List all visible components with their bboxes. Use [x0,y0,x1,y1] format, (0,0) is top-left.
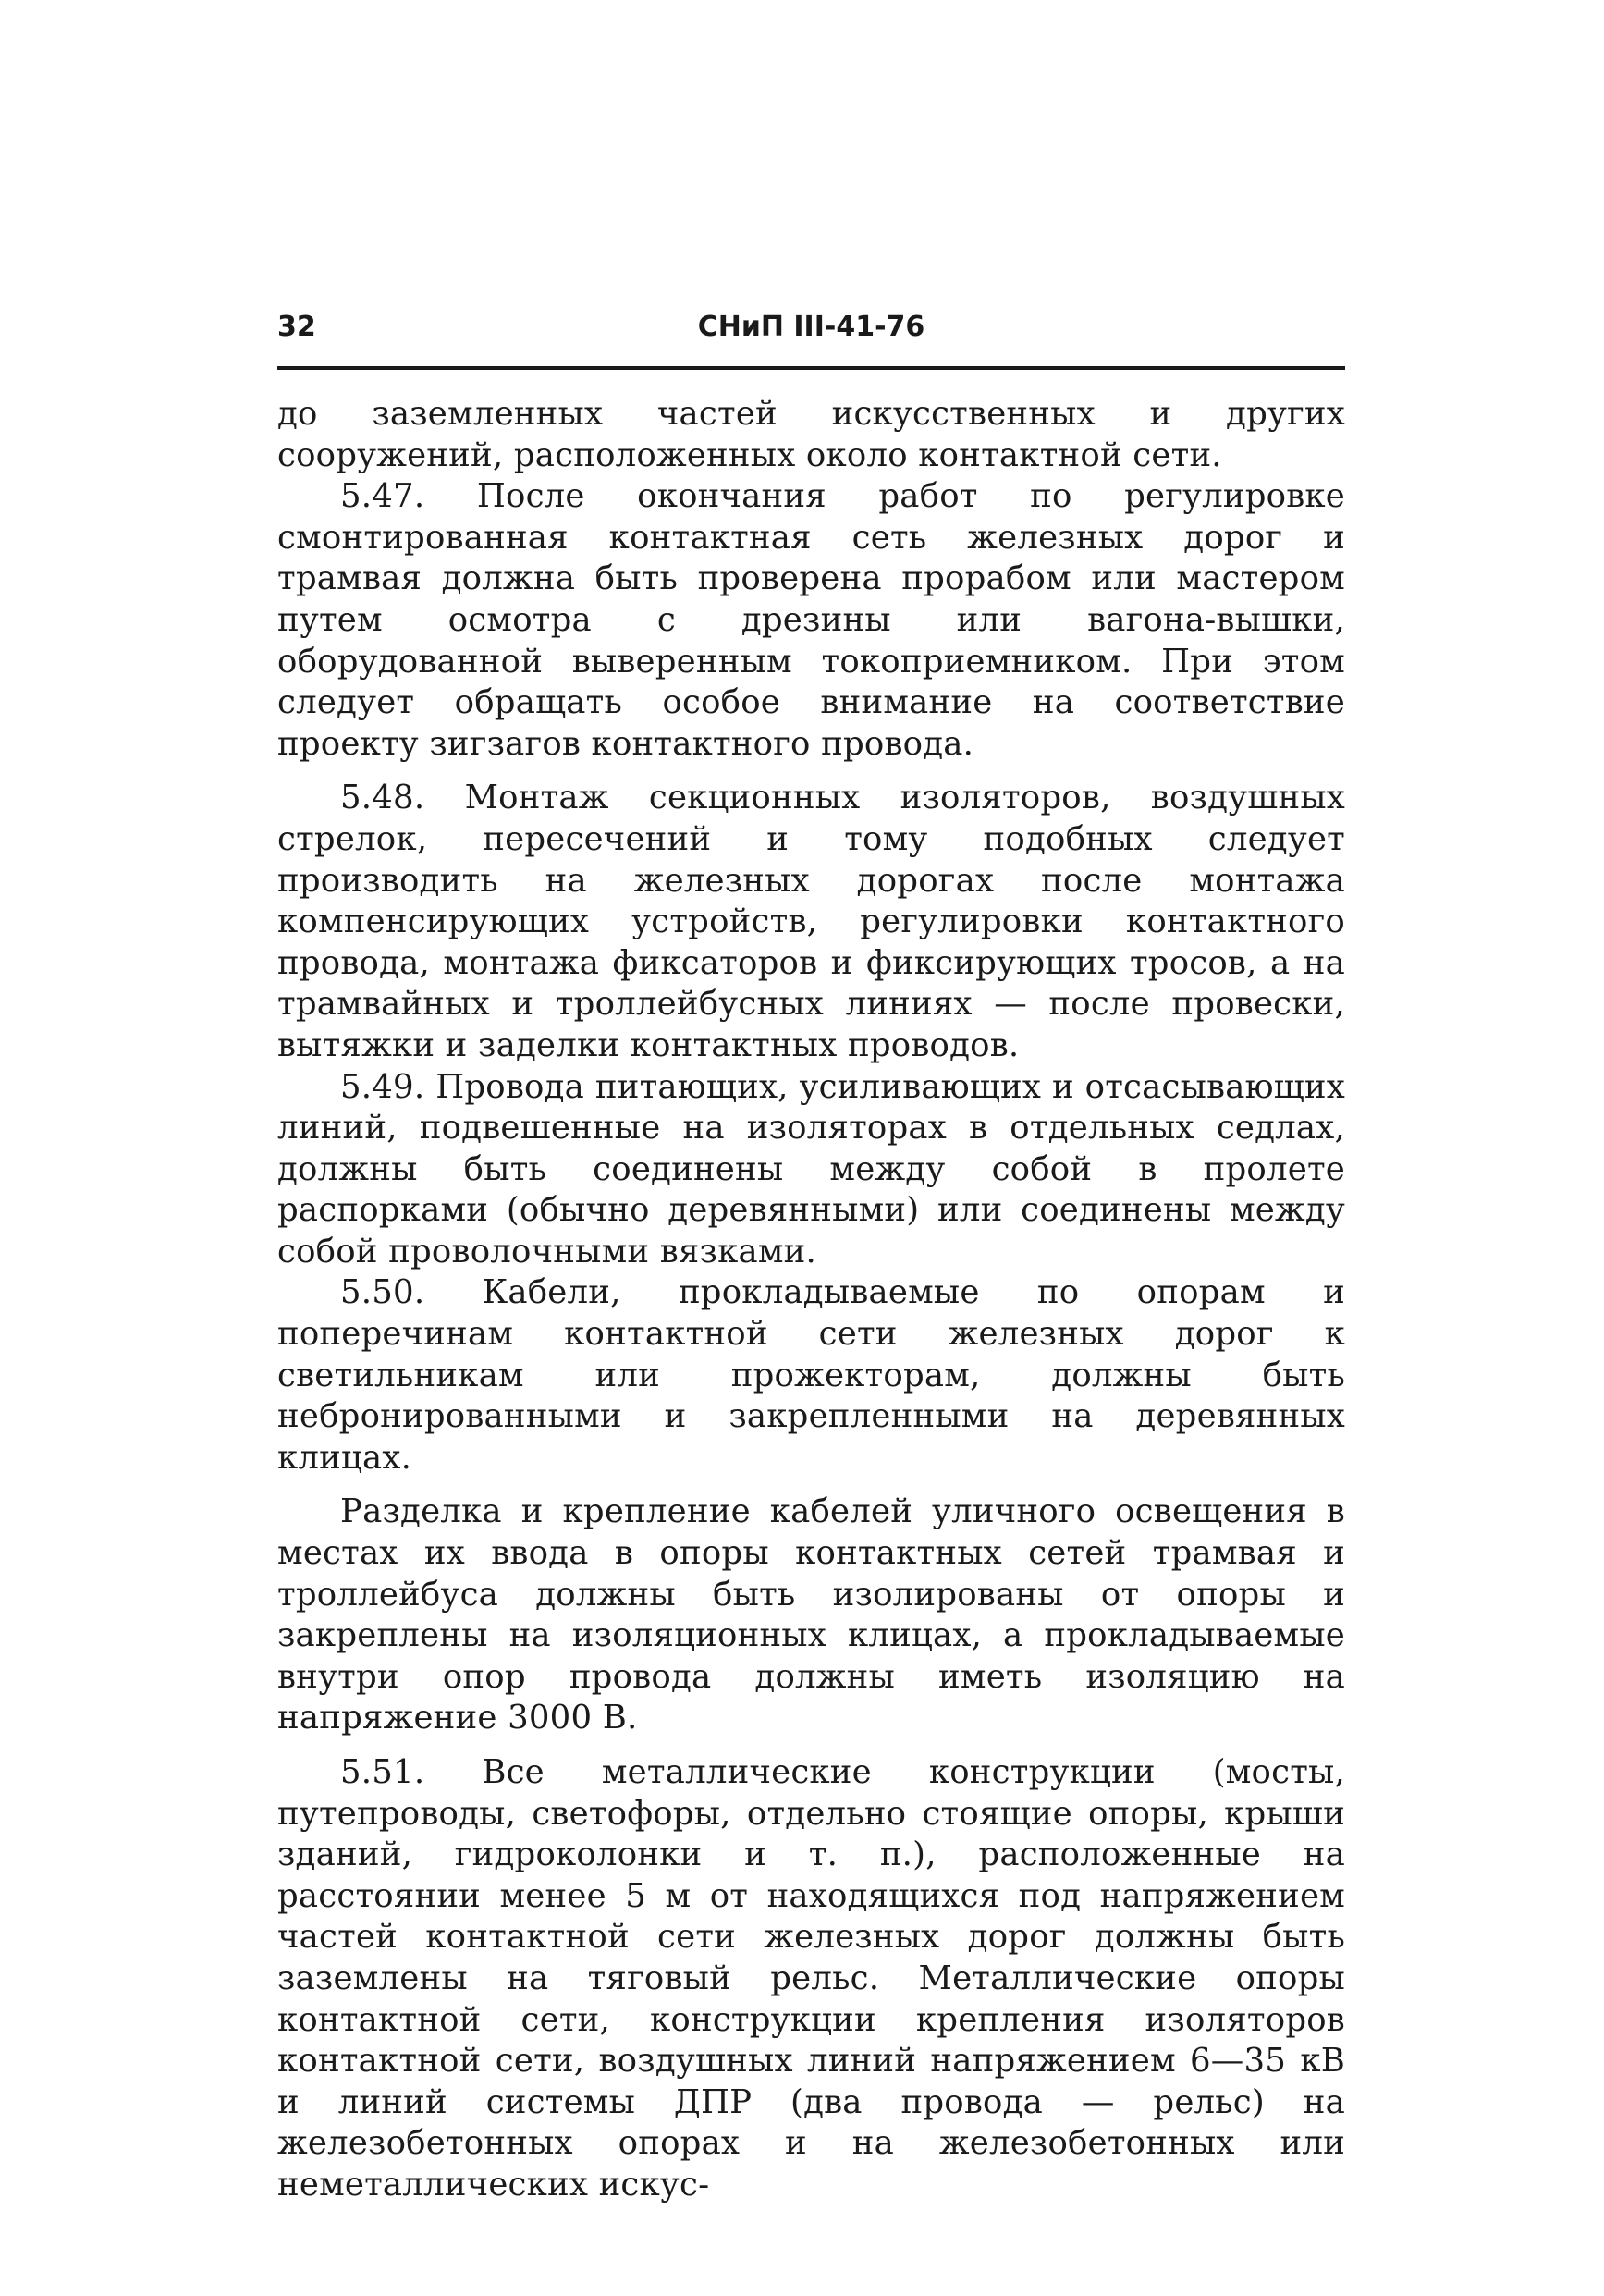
paragraph-continuation [277,394,1345,476]
paragraph-text: Все металлические конструкции (мосты, путепроводы, светофоры, отдельно стоящие опоры, крыши зданий, гидроколонки и т. п.), расположенные на расстоянии менее 5 м от находящихся под напряжением частей контактной сети железных дорог должны быть заземлены на тяговый рельс. Металлические опоры контактной сети, конструкции крепления изоляторов контактной сети, воздушных линий напряжением 6—35 кВ и линий системы ДПР (два провода — рельс) на железобетонных опорах и на железобетонных или неметаллических искус- [277,1753,1345,2204]
clause-5-50 [277,1272,1345,1479]
page-header [277,305,1345,357]
clause-5-50-continuation [277,1492,1345,1739]
document-page [277,305,1345,2206]
page-number: 32 [277,311,316,343]
clause-number: 5.51. [340,1753,425,1791]
clause-5-51 [277,1752,1345,2206]
paragraph-text: Монтаж секционных изоляторов, воздушных стрелок, пересечений и тому подобных следует производить на железных дорогах после монтажа компенсирующих устройств, регулировки контактного провода, монтажа фиксаторов и фиксирующих тросов, а на трамвайных и троллейбусных линиях — после провески, вытяжки и заделки контактных проводов. [277,779,1345,1064]
document-code: СНиП III-41-76 [697,311,925,343]
header-divider [277,366,1345,370]
clause-5-48 [277,778,1345,1066]
clause-number: 5.48. [340,779,425,817]
clause-number: 5.49. [340,1067,425,1106]
clause-5-49 [277,1067,1345,1273]
clause-number: 5.47. [340,477,425,516]
document-body [277,394,1345,2206]
paragraph-text: Провода питающих, усиливающих и отсасывающих линий, подвешенные на изоляторах в отдельных седлах, должны быть соединены между собой в пролете распорками (обычно деревянными) или соединены между собой проволочными вязками. [277,1067,1345,1271]
paragraph-text: Разделка и крепление кабелей уличного освещения в местах их ввода в опоры контактных сетей трамвая и троллейбуса должны быть изолированы от опоры и закреплены на изоляционных клицах, а прокладываемые внутри опор провода должны иметь изоляцию на напряжение 3000 В. [277,1492,1345,1737]
paragraph-text: до заземленных частей искусственных и других сооружений, расположенных около контактной сети. [277,395,1345,474]
paragraph-text: После окончания работ по регулировке смонтированная контактная сеть железных дорог и трамвая должна быть проверена прорабом или мастером путем осмотра с дрезины или вагона-вышки, оборудованной выверенным токоприемником. При этом следует обращать особое внимание на соответствие проекту зигзагов контактного провода. [277,477,1345,763]
clause-number: 5.50. [340,1273,425,1312]
clause-5-47 [277,476,1345,765]
paragraph-text: Кабели, прокладываемые по опорам и поперечинам контактной сети железных дорог к светильникам или прожекторам, должны быть небронированными и закрепленными на деревянных клицах. [277,1273,1345,1477]
